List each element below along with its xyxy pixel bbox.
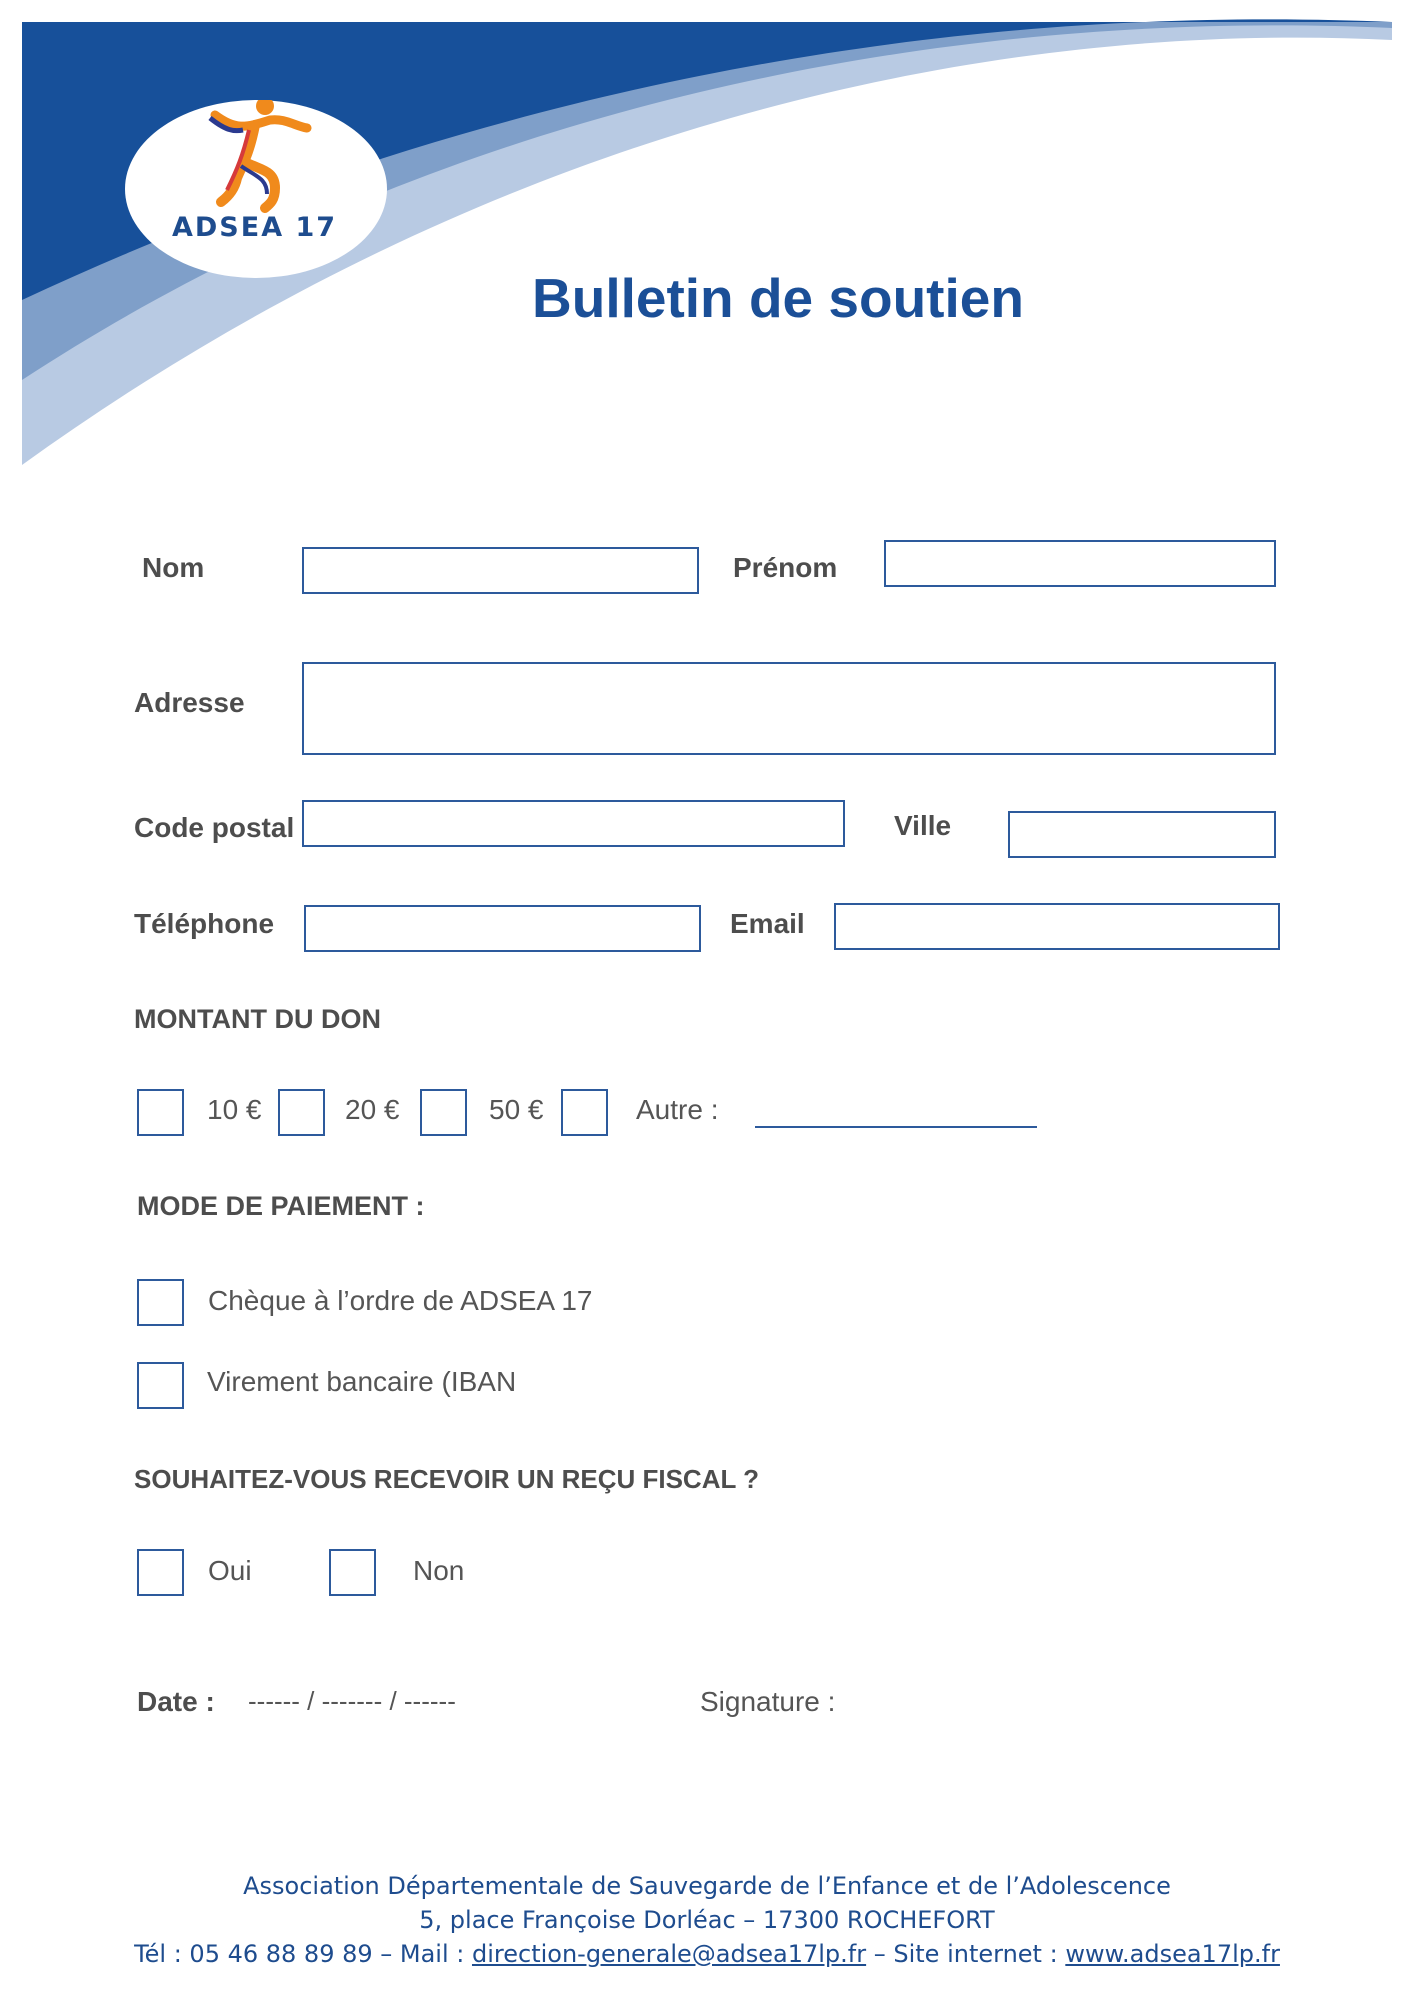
page-title: Bulletin de soutien [532, 267, 1024, 329]
ville-field[interactable] [1008, 811, 1276, 858]
virement-checkbox[interactable] [137, 1362, 184, 1409]
adresse-field[interactable] [302, 662, 1276, 755]
footer-mail-link[interactable]: direction-generale@adsea17lp.fr [471, 1940, 867, 1968]
recu-oui-checkbox[interactable] [137, 1549, 184, 1596]
email-label: Email [730, 908, 805, 939]
recu-non-label: Non [413, 1555, 465, 1586]
cheque-checkbox[interactable] [137, 1279, 184, 1326]
footer-contact [0, 1940, 1414, 1968]
footer-tel: Tél : 05 46 88 89 89 – Mail : [134, 1940, 472, 1968]
footer-site-prefix: – Site internet : [866, 1940, 1066, 1968]
footer-association: Association Départementale de Sauvegarde de l’Enfance et de l’Adolescence [243, 1872, 1171, 1900]
adresse-label: Adresse [134, 687, 245, 718]
code-postal-label: Code postal [134, 812, 295, 843]
date-placeholder[interactable]: ------ / ------- / ------ [248, 1686, 456, 1716]
don-50-checkbox[interactable] [420, 1089, 467, 1136]
don-10-checkbox[interactable] [137, 1089, 184, 1136]
code-postal-field[interactable] [302, 800, 845, 847]
cheque-label: Chèque à l’ordre de ADSEA 17 [208, 1285, 593, 1316]
email-field[interactable] [834, 903, 1280, 950]
prenom-label: Prénom [733, 552, 838, 583]
date-label: Date : [137, 1686, 215, 1717]
recu-heading: SOUHAITEZ-VOUS RECEVOIR UN REÇU FISCAL ? [134, 1464, 760, 1494]
prenom-field[interactable] [884, 540, 1276, 587]
recu-oui-label: Oui [208, 1555, 252, 1586]
logo-text: ADSEA 17 [172, 212, 338, 243]
don-50-label: 50 € [489, 1094, 544, 1125]
don-autre-line[interactable] [755, 1126, 1037, 1128]
don-autre-checkbox[interactable] [561, 1089, 608, 1136]
nom-field[interactable] [302, 547, 699, 594]
don-autre-label: Autre : [636, 1094, 719, 1125]
don-heading: MONTANT DU DON [134, 1004, 381, 1034]
virement-label: Virement bancaire (IBAN [207, 1366, 517, 1397]
don-10-label: 10 € [207, 1094, 262, 1125]
ville-label: Ville [894, 810, 952, 841]
telephone-field[interactable] [304, 905, 701, 952]
telephone-label: Téléphone [134, 908, 275, 939]
running-figure-icon [125, 100, 387, 278]
don-20-label: 20 € [345, 1094, 400, 1125]
footer-address: 5, place Françoise Dorléac – 17300 ROCHEFORT [419, 1906, 995, 1934]
paiement-heading: MODE DE PAIEMENT : [137, 1191, 425, 1221]
signature-label: Signature : [700, 1686, 836, 1717]
recu-non-checkbox[interactable] [329, 1549, 376, 1596]
don-20-checkbox[interactable] [278, 1089, 325, 1136]
footer-site-link[interactable]: www.adsea17lp.fr [1065, 1940, 1280, 1968]
logo-circle [125, 100, 387, 278]
nom-label: Nom [142, 552, 205, 583]
